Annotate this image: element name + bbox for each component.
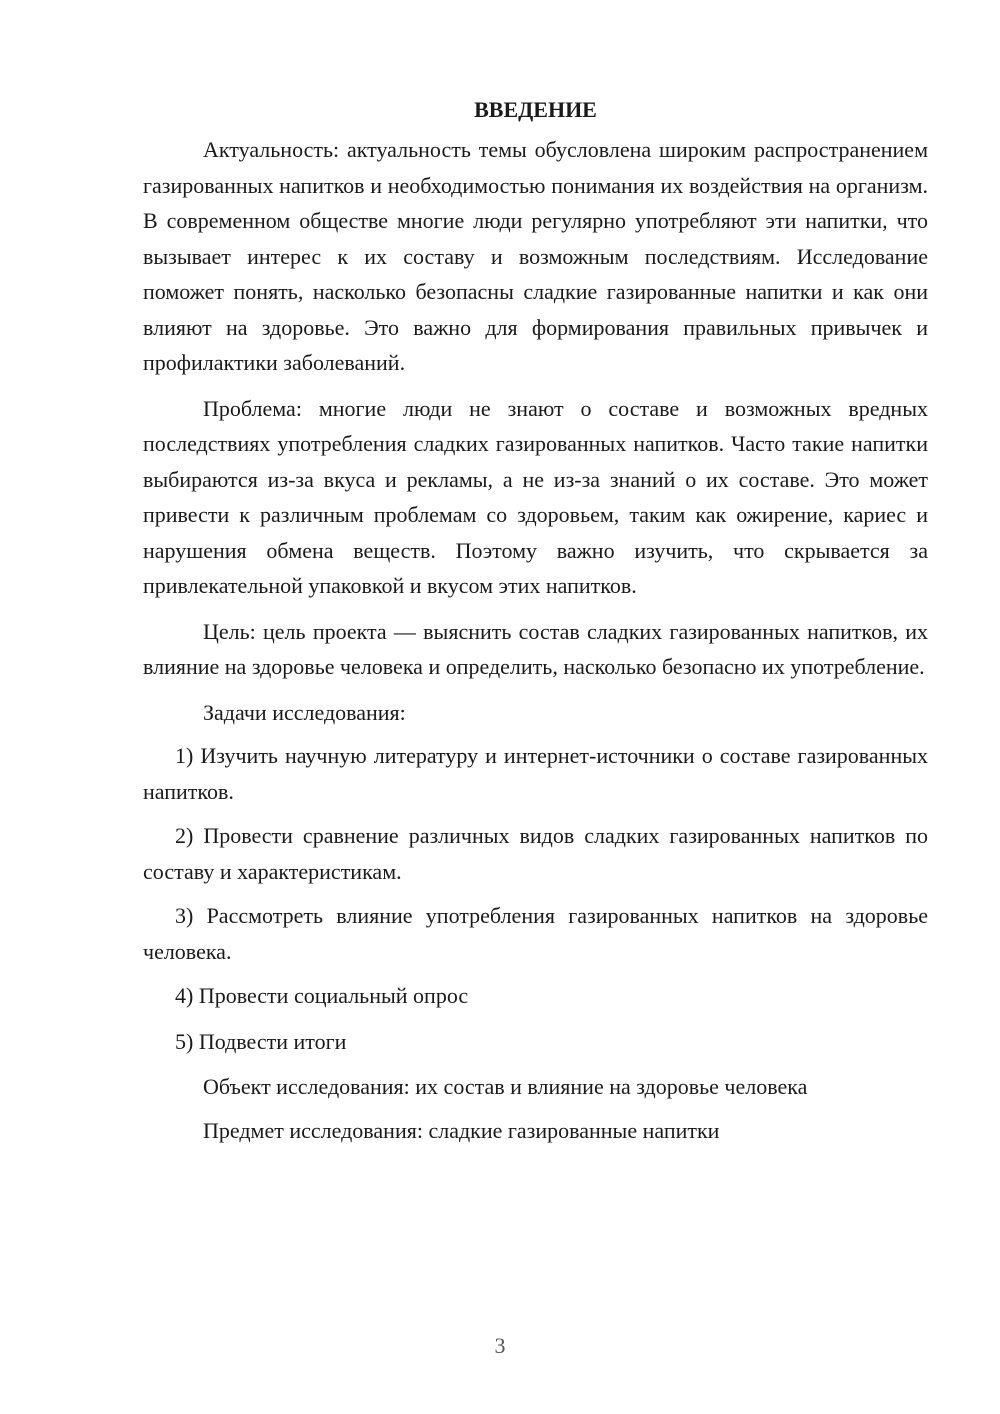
- tasks-heading: Задачи исследования:: [203, 699, 406, 725]
- task-item-1: 1) Изучить научную литературу и интернет-источники о составе газированных напитков.: [143, 743, 928, 804]
- research-object: Объект исследования: их состав и влияние на здоровье человека: [203, 1074, 808, 1099]
- task-item-4: 4) Провести социальный опрос: [175, 983, 469, 1008]
- page-number: 3: [494, 1333, 506, 1358]
- page-content: [143, 92, 928, 1158]
- research-subject: Предмет исследования: сладкие газированные напитки: [203, 1117, 720, 1143]
- task-item-5: 5) Подвести итоги: [175, 1028, 347, 1054]
- task-item-2: 2) Провести сравнение различных видов сладких газированных напитков по составу и характеристикам.: [143, 823, 928, 884]
- problem-paragraph: Проблема: многие люди не знают о составе и возможных вредных последствиях употребления сладких газированных напитков. Часто такие напитки выбираются из-за вкуса и рекламы, а не из-за знаний о их составе. Это может привести к различным проблемам со здоровьем, таким как ожирение, кариес и нарушения обмена веществ. Поэтому важно изучить, что скрывается за привлекательной упаковкой и вкусом этих напитков.: [143, 395, 928, 598]
- page-title: ВВЕДЕНИЕ: [474, 97, 597, 122]
- task-item-3: 3) Рассмотреть влияние употребления газированных напитков на здоровье человека.: [143, 903, 928, 964]
- goal-paragraph: Цель: цель проекта — выяснить состав сладких газированных напитков, их влияние на здоровье человека и определить, насколько безопасно их употребление.: [143, 618, 928, 679]
- relevance-paragraph: Актуальность: актуальность темы обусловлена широким распространением газированных напитков и необходимостью понимания их воздействия на организм. В современном обществе многие люди регулярно употребляют эти напитки, что вызывает интерес к их составу и возможным последствиям. Исследование поможет понять, насколько безопасны сладкие газированные напитки и как они влияют на здоровье. Это важно для формирования правильных привычек и профилактики заболеваний.: [143, 137, 928, 375]
